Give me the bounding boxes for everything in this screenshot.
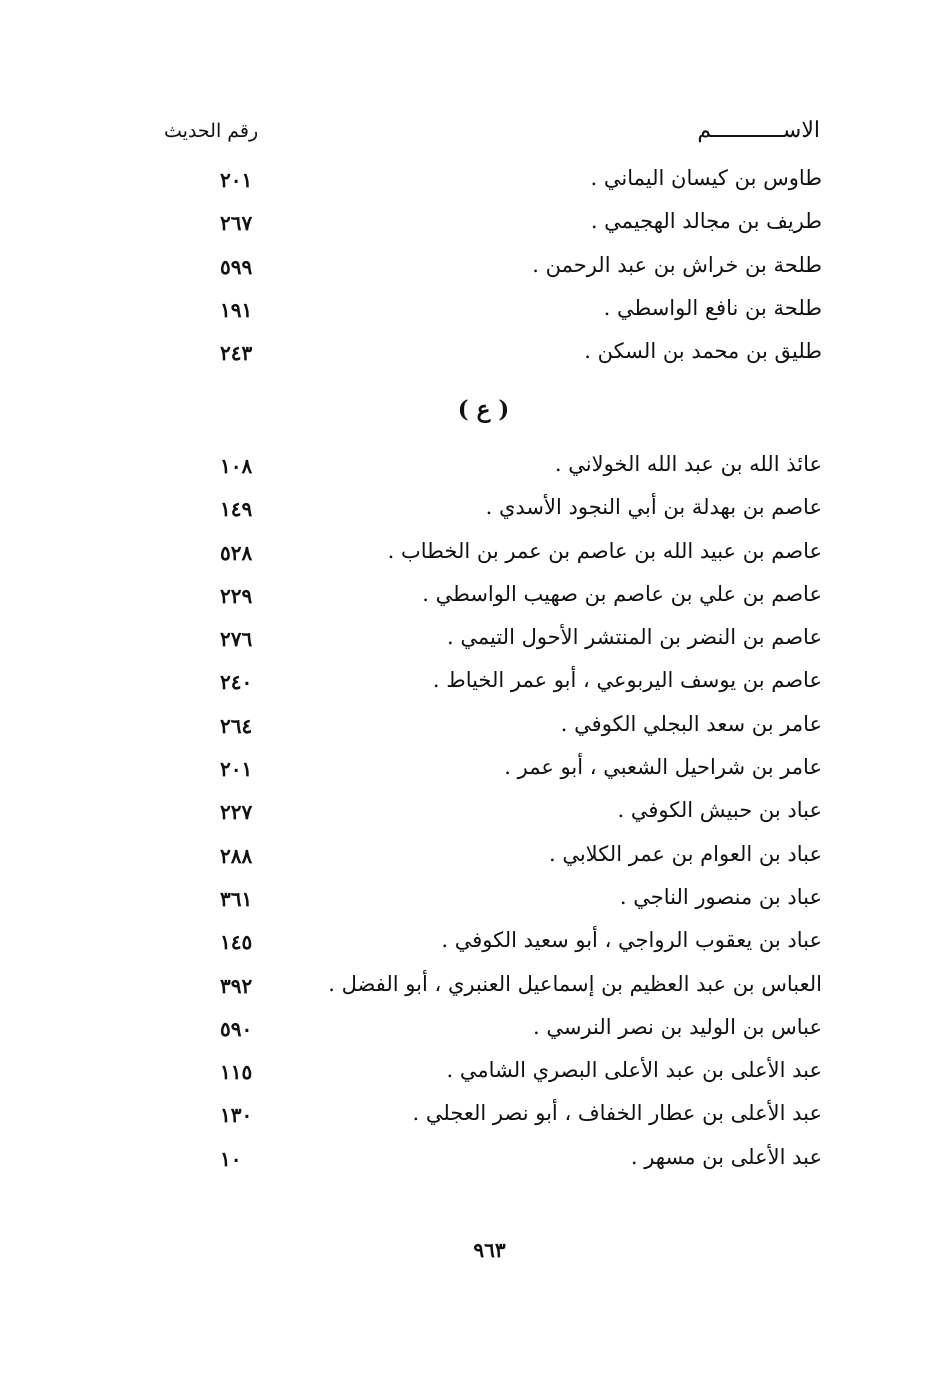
list-item [150,162,830,205]
list-item [150,205,830,248]
narrator-name: عامر بن شراحيل الشعبي ، أبو عمر . [504,755,822,780]
narrator-name: عبد الأعلى بن عبد الأعلى البصري الشامي . [446,1058,822,1083]
hadith-number: ٢٦٧ [220,211,253,236]
hadith-number: ١٤٥ [220,930,253,955]
hadith-number: ٣٩٢ [220,973,253,998]
narrator-name: طريف بن مجالد الهجيمي . [590,209,822,234]
narrator-name: العباس بن عبد العظيم بن إسماعيل العنبري ، أبو الفضل . [328,971,822,996]
hadith-number: ١٤٩ [220,497,253,522]
section-ta-list [150,162,830,378]
narrator-name: عاصم بن يوسف اليربوعي ، أبو عمر الخياط . [432,668,822,693]
hadith-number: ١١٥ [220,1060,253,1085]
list-item [150,335,830,378]
hadith-number: ٢٤٠ [220,670,253,695]
list-item [150,664,830,707]
narrator-name: عباد بن منصور الناجي . [619,884,822,909]
list-item [150,838,830,881]
narrator-name: عباد بن حبيش الكوفي . [617,798,822,823]
list-item [150,968,830,1011]
hadith-number: ٢٨٨ [220,843,253,868]
hadith-number: ٢٧٦ [220,627,253,652]
narrator-name: طليق بن محمد بن السكن . [584,339,822,364]
list-item [150,708,830,751]
narrator-name: عباس بن الوليد بن نصر النرسي . [532,1014,822,1039]
name-column-label: الاســـــــــــم [697,118,820,143]
list-item [150,924,830,967]
list-item [150,751,830,794]
list-item [150,794,830,837]
hadith-number: ٢٦٤ [220,713,253,738]
narrator-name: عائذ الله بن عبد الله الخولاني . [554,452,822,476]
hadith-number: ٣٦١ [220,886,253,911]
page-number: ٩٦٣ [473,1238,506,1262]
hadith-number: ٢٢٧ [220,800,253,825]
narrator-name: عاصم بن بهدلة بن أبي النجود الأسدي . [485,495,822,520]
list-item [150,881,830,924]
list-item [150,1054,830,1097]
list-item [150,1097,830,1140]
narrator-name: عاصم بن عبيد الله بن عاصم بن عمر بن الخطاب . [387,538,822,563]
list-item [150,1141,830,1184]
narrator-name: عباد بن العوام بن عمر الكلابي . [548,841,822,866]
list-item [150,1011,830,1054]
narrator-name: عبد الأعلى بن عطار الخفاف ، أبو نصر العجلي . [412,1101,822,1126]
hadith-number: ٥٩٩ [220,254,253,279]
hadith-number: ١٣٠ [220,1103,253,1128]
narrator-name: عاصم بن علي بن عاصم بن صهيب الواسطي . [422,581,822,606]
hadith-number: ١٠ [220,1146,242,1171]
hadith-number: ١٩١ [220,297,253,322]
hadith-number: ٢٠١ [220,168,253,192]
hadith-number: ٥٢٨ [220,540,253,565]
section-ain-list [150,448,830,1184]
list-item [150,621,830,664]
narrator-name: طاوس بن كيسان اليماني . [590,166,822,190]
list-item [150,448,830,491]
hadith-number: ٢٢٩ [220,583,253,608]
list-item [150,535,830,578]
list-item [150,249,830,292]
list-item [150,491,830,534]
narrator-name: عبد الأعلى بن مسهر . [630,1144,822,1169]
narrator-name: طلحة بن نافع الواسطي . [603,295,822,320]
hadith-number: ٥٩٠ [220,1016,253,1041]
hadith-number: ١٠٨ [220,454,253,478]
narrator-name: عاصم بن النضر بن المنتشر الأحول التيمي . [447,625,822,650]
narrator-name: عباد بن يعقوب الرواجي ، أبو سعيد الكوفي . [441,928,822,953]
list-item [150,292,830,335]
list-item [150,578,830,621]
narrator-name: عامر بن سعد البجلي الكوفي . [560,711,822,736]
hadith-number-column-label: رقم الحديث [164,120,259,142]
hadith-number: ٢٠١ [220,757,253,782]
narrator-name: طلحة بن خراش بن عبد الرحمن . [532,252,822,277]
column-header [150,118,830,154]
section-ain-heading: ( ع ) [457,396,510,423]
hadith-number: ٢٤٣ [220,341,253,366]
